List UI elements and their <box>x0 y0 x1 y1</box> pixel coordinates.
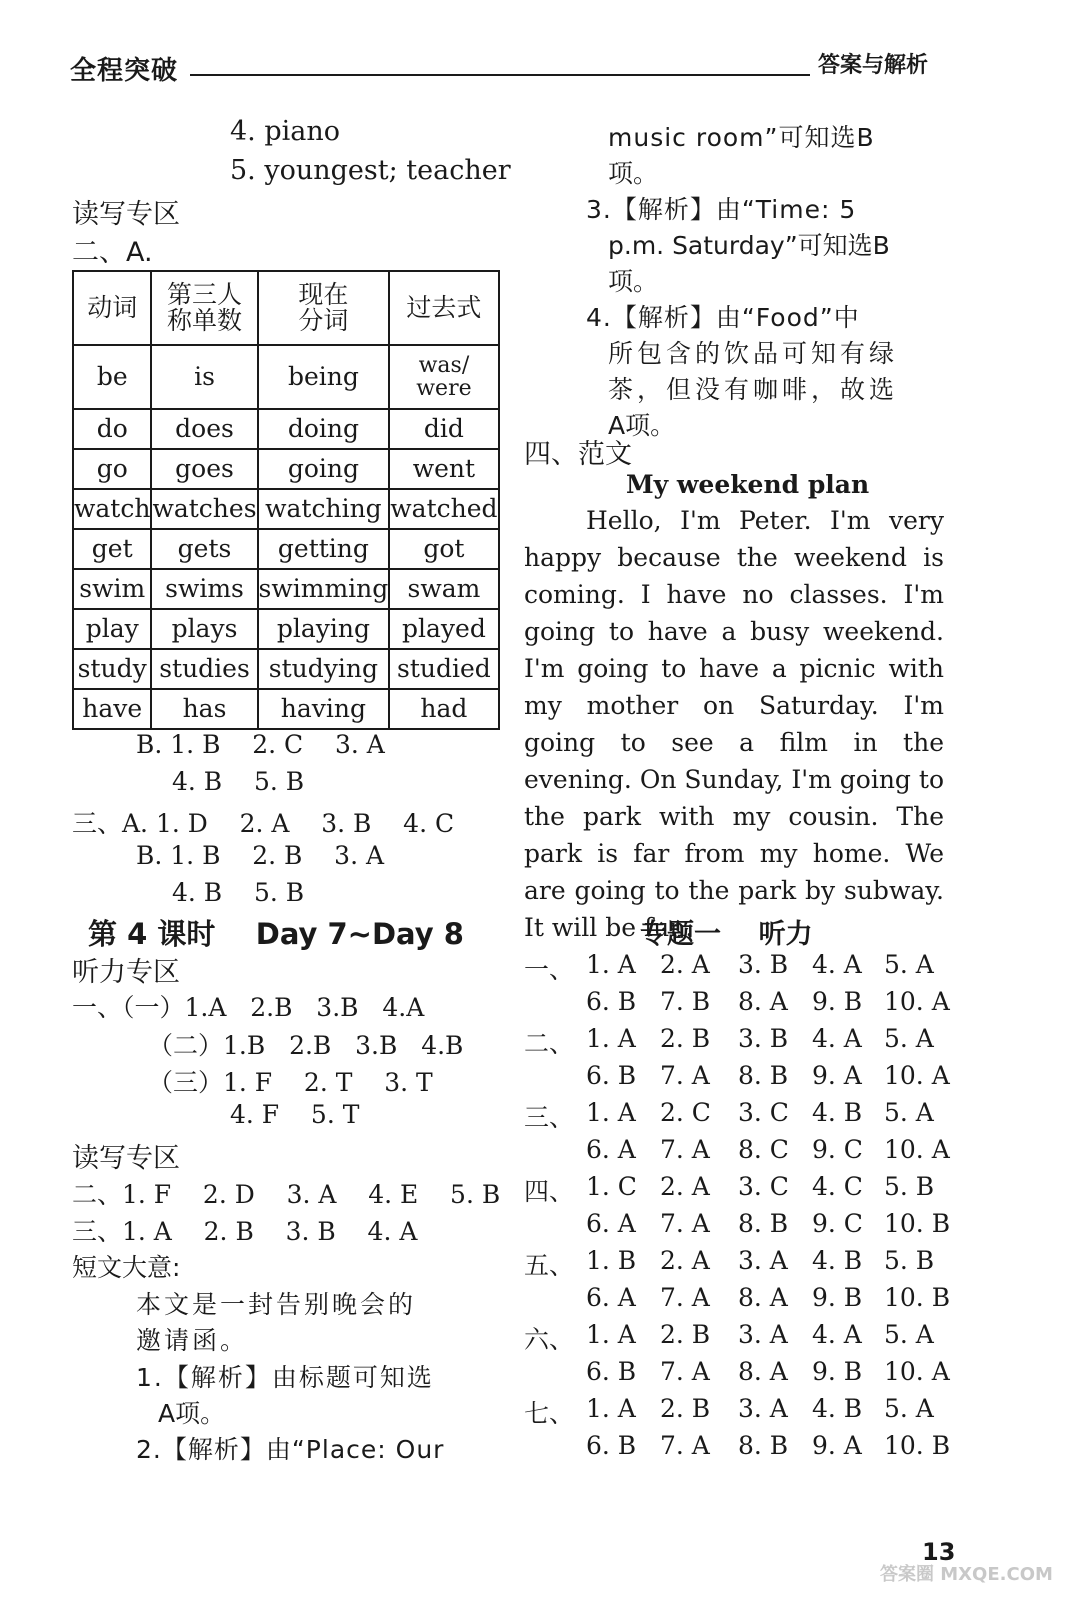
answer-line: 二、1. F 2. D 3. A 4. E 5. B <box>72 1180 501 1209</box>
answer-line: （二）1.B 2.B 3.B 4.B <box>148 1031 464 1060</box>
answer-cell: 6. B <box>586 1061 637 1090</box>
table-cell: play <box>73 609 151 649</box>
answer-cell: 5. A <box>884 1394 934 1423</box>
table-cell: went <box>389 449 498 489</box>
answer-cell: 6. A <box>586 1283 636 1312</box>
answer-line: B. 1. B 2. C 3. A <box>136 730 385 759</box>
table-cell: having <box>258 689 390 729</box>
answer-cell: 6. A <box>586 1135 636 1164</box>
explanation-line: 项。 <box>608 267 659 296</box>
heading-read-write: 读写专区 <box>72 1143 180 1174</box>
table-header: 第三人 称单数 <box>151 271 257 345</box>
answer-cell: 3. A <box>738 1246 788 1275</box>
answer-cell: 9. C <box>812 1135 863 1164</box>
answer-cell: 7. A <box>660 1061 710 1090</box>
explanation-line: 项。 <box>608 159 659 188</box>
explanation-line: 2.【解析】由“Place: Our <box>136 1435 445 1464</box>
answer-cell: 1. C <box>586 1172 637 1201</box>
answer-cell: 9. A <box>812 1061 862 1090</box>
answer-cell: 1. A <box>586 1394 636 1423</box>
summary-text: 本文是一封告别晚会的 <box>136 1290 417 1319</box>
answer-cell: 10. B <box>884 1209 951 1238</box>
table-cell: studying <box>258 649 390 689</box>
answer-cell: 4. C <box>812 1172 863 1201</box>
answer-cell: 2. B <box>660 1394 711 1423</box>
brand-logo: 全程突破 <box>70 56 179 86</box>
answer-cell: 5. B <box>884 1172 935 1201</box>
table-cell: is <box>151 345 257 409</box>
table-cell: studied <box>389 649 498 689</box>
table-cell: swam <box>389 569 498 609</box>
answer-line: 4. B 5. B <box>172 878 305 907</box>
answer-cell: 4. B <box>812 1098 863 1127</box>
answer-cell: 8. A <box>738 1357 788 1386</box>
answer-cell: 3. C <box>738 1172 789 1201</box>
table-cell: goes <box>151 449 257 489</box>
table-row <box>73 609 499 649</box>
table-cell: was/ were <box>389 345 498 409</box>
table-cell: watch <box>73 489 151 529</box>
explanation-line: 4.【解析】由“Food”中 <box>586 303 860 332</box>
table-cell: studies <box>151 649 257 689</box>
essay-title: My weekend plan <box>626 470 870 499</box>
table-cell: has <box>151 689 257 729</box>
table-cell: watched <box>389 489 498 529</box>
table-header: 过去式 <box>389 271 498 345</box>
answer-cell: 2. A <box>660 950 710 979</box>
heading-listening: 听力专区 <box>72 957 180 988</box>
table-cell: does <box>151 409 257 449</box>
answer-cell: 3. C <box>738 1098 789 1127</box>
essay-body: Hello, I'm Peter. I'm very happy because the weekend is coming. I have no classes. I'm going to have a busy weekend. I'm going to have a picnic with my mother on Saturday. I'm going to see a film in the evening. On Sunday, I'm going to the park with my cousin. The park is far from my home. We are going to the park by subway. It will be fun. <box>524 506 944 942</box>
part-label: 五、 <box>524 1251 575 1280</box>
answer-line: 三、1. A 2. B 3. B 4. A <box>72 1217 418 1246</box>
table-row <box>73 649 499 689</box>
answer-cell: 1. A <box>586 1024 636 1053</box>
answer-cell: 7. A <box>660 1135 710 1164</box>
answer-cell: 7. A <box>660 1431 710 1460</box>
answer-cell: 6. B <box>586 1431 637 1460</box>
answer-line: B. 1. B 2. B 3. A <box>136 841 385 870</box>
table-cell: watching <box>258 489 390 529</box>
explanation-line: 所包含的饮品可知有绿 <box>608 339 899 368</box>
part-label: 三、 <box>524 1103 575 1132</box>
answer-line: 一、（一）1.A 2.B 3.B 4.A <box>72 993 425 1022</box>
answer-cell: 10. A <box>884 1135 950 1164</box>
part-label: 二、A. <box>72 237 153 268</box>
answer-cell: 3. A <box>738 1394 788 1423</box>
table-cell: playing <box>258 609 390 649</box>
answer-cell: 4. A <box>812 1320 862 1349</box>
answer-cell: 7. A <box>660 1283 710 1312</box>
summary-label: 短文大意: <box>72 1253 181 1282</box>
answer-cell: 2. B <box>660 1320 711 1349</box>
part-label: 二、 <box>524 1029 575 1058</box>
answer-cell: 8. B <box>738 1061 789 1090</box>
answer-cell: 6. A <box>586 1209 636 1238</box>
part-label: 四、范文 <box>524 439 632 470</box>
verb-forms-table <box>72 270 500 730</box>
answer-cell: 2. C <box>660 1098 711 1127</box>
table-header: 动词 <box>73 271 151 345</box>
table-cell: plays <box>151 609 257 649</box>
answer-line: 三、A. 1. D 2. A 3. B 4. C <box>72 809 455 838</box>
answer-cell: 1. A <box>586 950 636 979</box>
answer-cell: 9. B <box>812 1357 863 1386</box>
table-cell: be <box>73 345 151 409</box>
table-cell: getting <box>258 529 390 569</box>
answer-cell: 3. A <box>738 1320 788 1349</box>
answer-cell: 5. A <box>884 950 934 979</box>
table-cell: played <box>389 609 498 649</box>
explanation-line: music room”可知选B <box>608 123 875 152</box>
answer-cell: 9. B <box>812 1283 863 1312</box>
answer-cell: 8. A <box>738 1283 788 1312</box>
answer-cell: 3. B <box>738 1024 789 1053</box>
answer-cell: 10. A <box>884 1357 950 1386</box>
table-cell: study <box>73 649 151 689</box>
answer-cell: 8. C <box>738 1135 789 1164</box>
summary-text: 邀请函。 <box>136 1326 249 1355</box>
table-cell: get <box>73 529 151 569</box>
answer-line: 4. piano <box>230 116 341 147</box>
part-label: 一、 <box>524 955 575 984</box>
answer-cell: 7. A <box>660 1209 710 1238</box>
table-cell: going <box>258 449 390 489</box>
answer-cell: 10. B <box>884 1283 951 1312</box>
explanation-line: 3.【解析】由“Time: 5 <box>586 195 857 224</box>
table-cell: doing <box>258 409 390 449</box>
answer-cell: 6. B <box>586 1357 637 1386</box>
table-row <box>73 569 499 609</box>
page-number: 13 <box>922 1538 956 1566</box>
header-rule <box>190 74 810 76</box>
answer-cell: 8. B <box>738 1431 789 1460</box>
answer-line: 5. youngest; teacher <box>230 155 511 186</box>
answer-line: 4. F 5. T <box>230 1100 360 1129</box>
table-cell: do <box>73 409 151 449</box>
answer-cell: 4. A <box>812 1024 862 1053</box>
table-row <box>73 529 499 569</box>
answer-cell: 10. A <box>884 987 950 1016</box>
answer-cell: 5. B <box>884 1246 935 1275</box>
part-label: 四、 <box>524 1177 575 1206</box>
answer-cell: 4. B <box>812 1246 863 1275</box>
answer-cell: 7. A <box>660 1357 710 1386</box>
part-label: 六、 <box>524 1325 575 1354</box>
table-header: 现在 分词 <box>258 271 390 345</box>
answer-cell: 2. A <box>660 1172 710 1201</box>
answer-cell: 6. B <box>586 987 637 1016</box>
table-cell: did <box>389 409 498 449</box>
answer-cell: 1. B <box>586 1246 637 1275</box>
explanation-line: A项。 <box>608 411 676 440</box>
answer-cell: 9. B <box>812 987 863 1016</box>
explanation-line: 1.【解析】由标题可知选 <box>136 1363 434 1392</box>
answer-cell: 5. A <box>884 1024 934 1053</box>
table-row <box>73 345 499 409</box>
answer-cell: 8. B <box>738 1209 789 1238</box>
table-header-row <box>73 271 499 345</box>
table-row <box>73 489 499 529</box>
table-cell: have <box>73 689 151 729</box>
topic-title: 专题一 听力 <box>640 919 813 950</box>
answer-cell: 4. B <box>812 1394 863 1423</box>
explanation-line: A项。 <box>158 1399 226 1428</box>
table-cell: swims <box>151 569 257 609</box>
table-cell: had <box>389 689 498 729</box>
watermark: 答案圈 MXQE.COM <box>880 1564 1053 1585</box>
table-cell: gets <box>151 529 257 569</box>
answer-cell: 7. B <box>660 987 711 1016</box>
answer-cell: 1. A <box>586 1320 636 1349</box>
table-row <box>73 689 499 729</box>
answer-line: （三）1. F 2. T 3. T <box>148 1068 433 1097</box>
explanation-line: 茶，但没有咖啡，故选 <box>608 375 899 404</box>
section-title: 答案与解析 <box>818 53 929 78</box>
answer-cell: 5. A <box>884 1320 934 1349</box>
answer-line: 4. B 5. B <box>172 767 305 796</box>
answer-cell: 2. A <box>660 1246 710 1275</box>
table-cell: go <box>73 449 151 489</box>
answer-cell: 10. B <box>884 1431 951 1460</box>
part-label: 七、 <box>524 1399 575 1428</box>
answer-cell: 5. A <box>884 1098 934 1127</box>
answer-cell: 3. B <box>738 950 789 979</box>
answer-cell: 4. A <box>812 950 862 979</box>
answer-cell: 8. A <box>738 987 788 1016</box>
explanation-line: p.m. Saturday”可知选B <box>608 231 890 260</box>
table-cell: got <box>389 529 498 569</box>
table-cell: swim <box>73 569 151 609</box>
table-row <box>73 449 499 489</box>
table-row <box>73 409 499 449</box>
answer-cell: 1. A <box>586 1098 636 1127</box>
answer-cell: 9. C <box>812 1209 863 1238</box>
table-cell: watches <box>151 489 257 529</box>
answer-cell: 9. A <box>812 1431 862 1460</box>
lesson-title: 第 4 课时 Day 7~Day 8 <box>88 917 464 951</box>
table-cell: swimming <box>258 569 390 609</box>
answer-cell: 2. B <box>660 1024 711 1053</box>
table-cell: being <box>258 345 390 409</box>
answer-cell: 10. A <box>884 1061 950 1090</box>
heading-read-write: 读写专区 <box>72 199 180 230</box>
